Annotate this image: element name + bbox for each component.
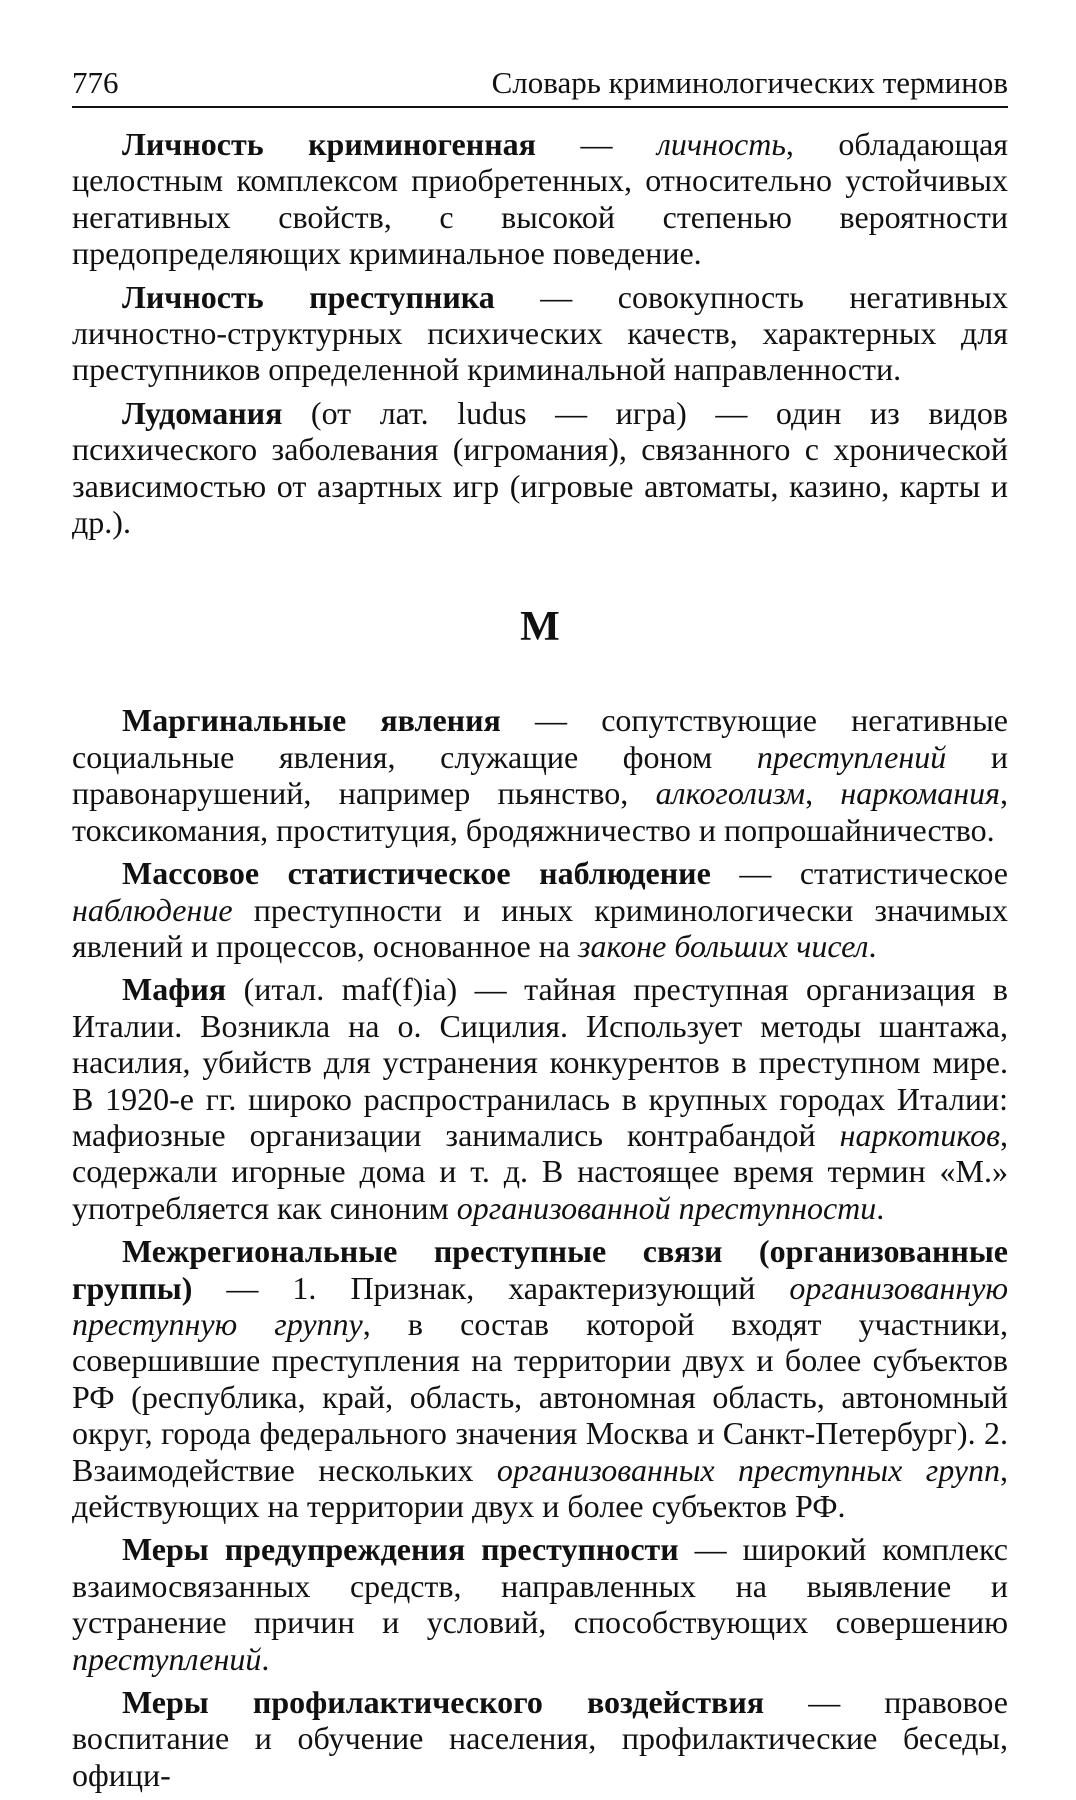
entry-term: Мафия (122, 971, 227, 1008)
entry-term: Меры предупреждения преступности (122, 1531, 679, 1568)
entry-text: (от лат. ludus — игра) — один из видов психического заболевания (игромания), связанного с хронической зависимостью от азартных игр (игровые автоматы, казино, карты и др.). (72, 394, 1008, 541)
entry-text: — статистическое (710, 855, 1009, 892)
cross-reference: наркотиков (839, 1116, 1000, 1153)
entry-text: , действующих на территории двух и более субъектов РФ. (72, 1451, 1009, 1524)
cross-reference: организованной преступности (456, 1189, 877, 1226)
entry-text: — совокупность негативных личностно-структурных психических качеств, характерных для преступников определенной криминальной направленности. (72, 278, 1009, 388)
entry-text: . (876, 1189, 885, 1226)
cross-reference: законе больших чисел (578, 927, 869, 964)
cross-reference: личность (656, 126, 786, 162)
entry-text: — (535, 126, 657, 162)
entry-text: . (261, 1640, 270, 1677)
entry-text: , содержали игорные дома и т. д. В настоящее время термин «М.» употребляется как синоним (72, 1116, 1008, 1226)
entry-mery-preduprezhdeniya (72, 1531, 1008, 1677)
entry-text: (итал. maf(f)ia) — тайная преступная организация в Италии. Возникла на о. Сицилия. Использует методы шантажа, насилия, убийств для устранения конкурентов в преступном мире. В 1920-е гг. широко распространилась в крупных городах Италии: мафиозные организации занимались контрабандой (72, 971, 1008, 1153)
entry-text: , (805, 775, 841, 812)
cross-reference: преступлений (756, 738, 947, 775)
entry-text: и правонарушений, например пьянство, (72, 738, 1009, 812)
page-header (72, 60, 1008, 108)
entry-lichnost-kriminogennaya (72, 126, 1008, 272)
running-title: Словарь криминологических терминов (491, 65, 1008, 100)
entry-text: — 1. Признак, характеризующий (192, 1269, 790, 1306)
entry-text: , в состав которой входят участники, совершившие преступления на территории двух и более субъектов РФ (республика, край, область, автономная область, автономный округ, города федерального значения Москва и Санкт-Петербург). 2. Взаимодействие нескольких (72, 1305, 1008, 1488)
entry-ludomaniya (72, 395, 1008, 541)
entry-term: Межрегиональные преступные связи (организованные группы) (72, 1233, 1008, 1306)
cross-reference: наркомания (840, 775, 1000, 812)
section-letter: М (520, 604, 560, 651)
entry-text: — широкий комплекс взаимосвязанных средств, направленных на выявление и устранение причин и условий, способствующих совершению (72, 1531, 1009, 1641)
entry-term: Лудомания (122, 394, 283, 431)
entry-marginalnye-yavleniya (72, 702, 1008, 848)
entry-mery-profilakticheskogo (72, 1684, 1008, 1793)
cross-reference: наблюдение (72, 891, 233, 928)
page-number: 776 (72, 65, 119, 100)
entry-massovoe-nablyudenie (72, 855, 1008, 964)
cross-reference: организованную преступную группу (72, 1269, 1008, 1342)
entry-mezhregionalnye-svyazi (72, 1233, 1008, 1524)
entry-text: . (868, 927, 877, 964)
entry-term: Личность преступника (122, 278, 495, 315)
entry-term: Меры профилактического воздействия (122, 1684, 765, 1721)
entry-term: Личность криминогенная (122, 126, 536, 162)
cross-reference: преступлений (72, 1640, 262, 1677)
entry-text: — правовое воспитание и обучение населения, профилактические беседы, офици- (72, 1684, 1009, 1793)
entry-lichnost-prestupnika (72, 279, 1008, 388)
entry-term: Маргинальные явления (122, 702, 501, 739)
entry-mafiya (72, 971, 1008, 1226)
entry-text: — сопутствующие негативные социальные явления, служащие фоном (72, 702, 1009, 775)
entry-text: , обладающая целостным комплексом приобретенных, относительно устойчивых негативных свойств, с высокой степенью вероятности предопределяющих криминальное поведение. (72, 126, 1009, 272)
cross-reference: алкоголизм (655, 775, 806, 812)
page-body (72, 126, 1008, 1800)
entry-text: , токсикомания, проституция, бродяжничество и попрошайничество. (72, 775, 1008, 848)
entry-text: преступности и иных криминологически значимых явлений и процессов, основанное на (72, 891, 1008, 964)
cross-reference: организованных преступных групп (496, 1451, 1001, 1488)
entry-term: Массовое статистическое наблюдение (122, 855, 711, 892)
